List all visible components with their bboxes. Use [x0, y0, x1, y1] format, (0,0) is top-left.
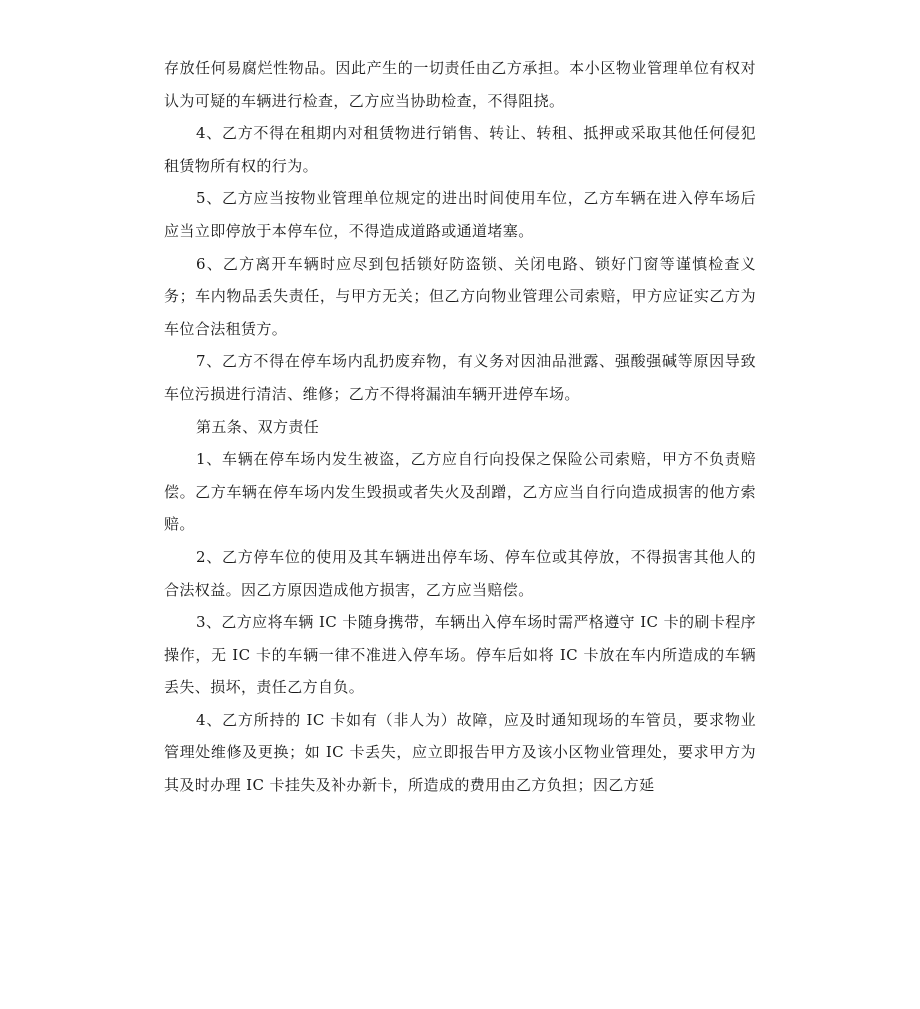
document-page	[164, 52, 756, 802]
paragraph-clause-6: 6、乙方离开车辆时应尽到包括锁好防盗锁、关闭电路、锁好门窗等谨慎检查义务；车内物品丢失责任，与甲方无关；但乙方向物业管理公司索赔，甲方应证实乙方为车位合法租赁方。	[164, 254, 756, 338]
paragraph-responsibility-1: 1、车辆在停车场内发生被盗，乙方应自行向投保之保险公司索赔，甲方不负责赔偿。乙方车辆在停车场内发生毁损或者失火及刮蹭，乙方应当自行向造成损害的他方索赔。	[164, 450, 756, 534]
paragraph-continuation: 存放任何易腐烂性物品。因此产生的一切责任由乙方承担。本小区物业管理单位有权对认为可疑的车辆进行检查，乙方应当协助检查，不得阻挠。	[164, 59, 756, 110]
paragraph-responsibility-3: 3、乙方应将车辆 IC 卡随身携带，车辆出入停车场时需严格遵守 IC 卡的刷卡程序操作，无 IC 卡的车辆一律不准进入停车场。停车后如将 IC 卡放在车内所造成的车辆丢失、损坏，责任乙方自负。	[164, 613, 756, 697]
paragraph-clause-5: 5、乙方应当按物业管理单位规定的进出时间使用车位，乙方车辆在进入停车场后应当立即停放于本停车位，不得造成道路或通道堵塞。	[164, 189, 756, 240]
section-heading-article-5: 第五条、双方责任	[196, 417, 320, 436]
paragraph-clause-4: 4、乙方不得在租期内对租赁物进行销售、转让、转租、抵押或采取其他任何侵犯租赁物所有权的行为。	[164, 124, 756, 175]
paragraph-responsibility-2: 2、乙方停车位的使用及其车辆进出停车场、停车位或其停放，不得损害其他人的合法权益。因乙方原因造成他方损害，乙方应当赔偿。	[164, 547, 756, 599]
paragraph-clause-7: 7、乙方不得在停车场内乱扔废弃物，有义务对因油品泄露、强酸强碱等原因导致车位污损进行清洁、维修；乙方不得将漏油车辆开进停车场。	[164, 352, 756, 403]
paragraph-responsibility-4: 4、乙方所持的 IC 卡如有（非人为）故障，应及时通知现场的车管员，要求物业管理处维修及更换；如 IC 卡丢失，应立即报告甲方及该小区物业管理处，要求甲方为其及时办理 IC 卡挂失及补办新卡，所造成的费用由乙方负担；因乙方延	[164, 710, 756, 795]
